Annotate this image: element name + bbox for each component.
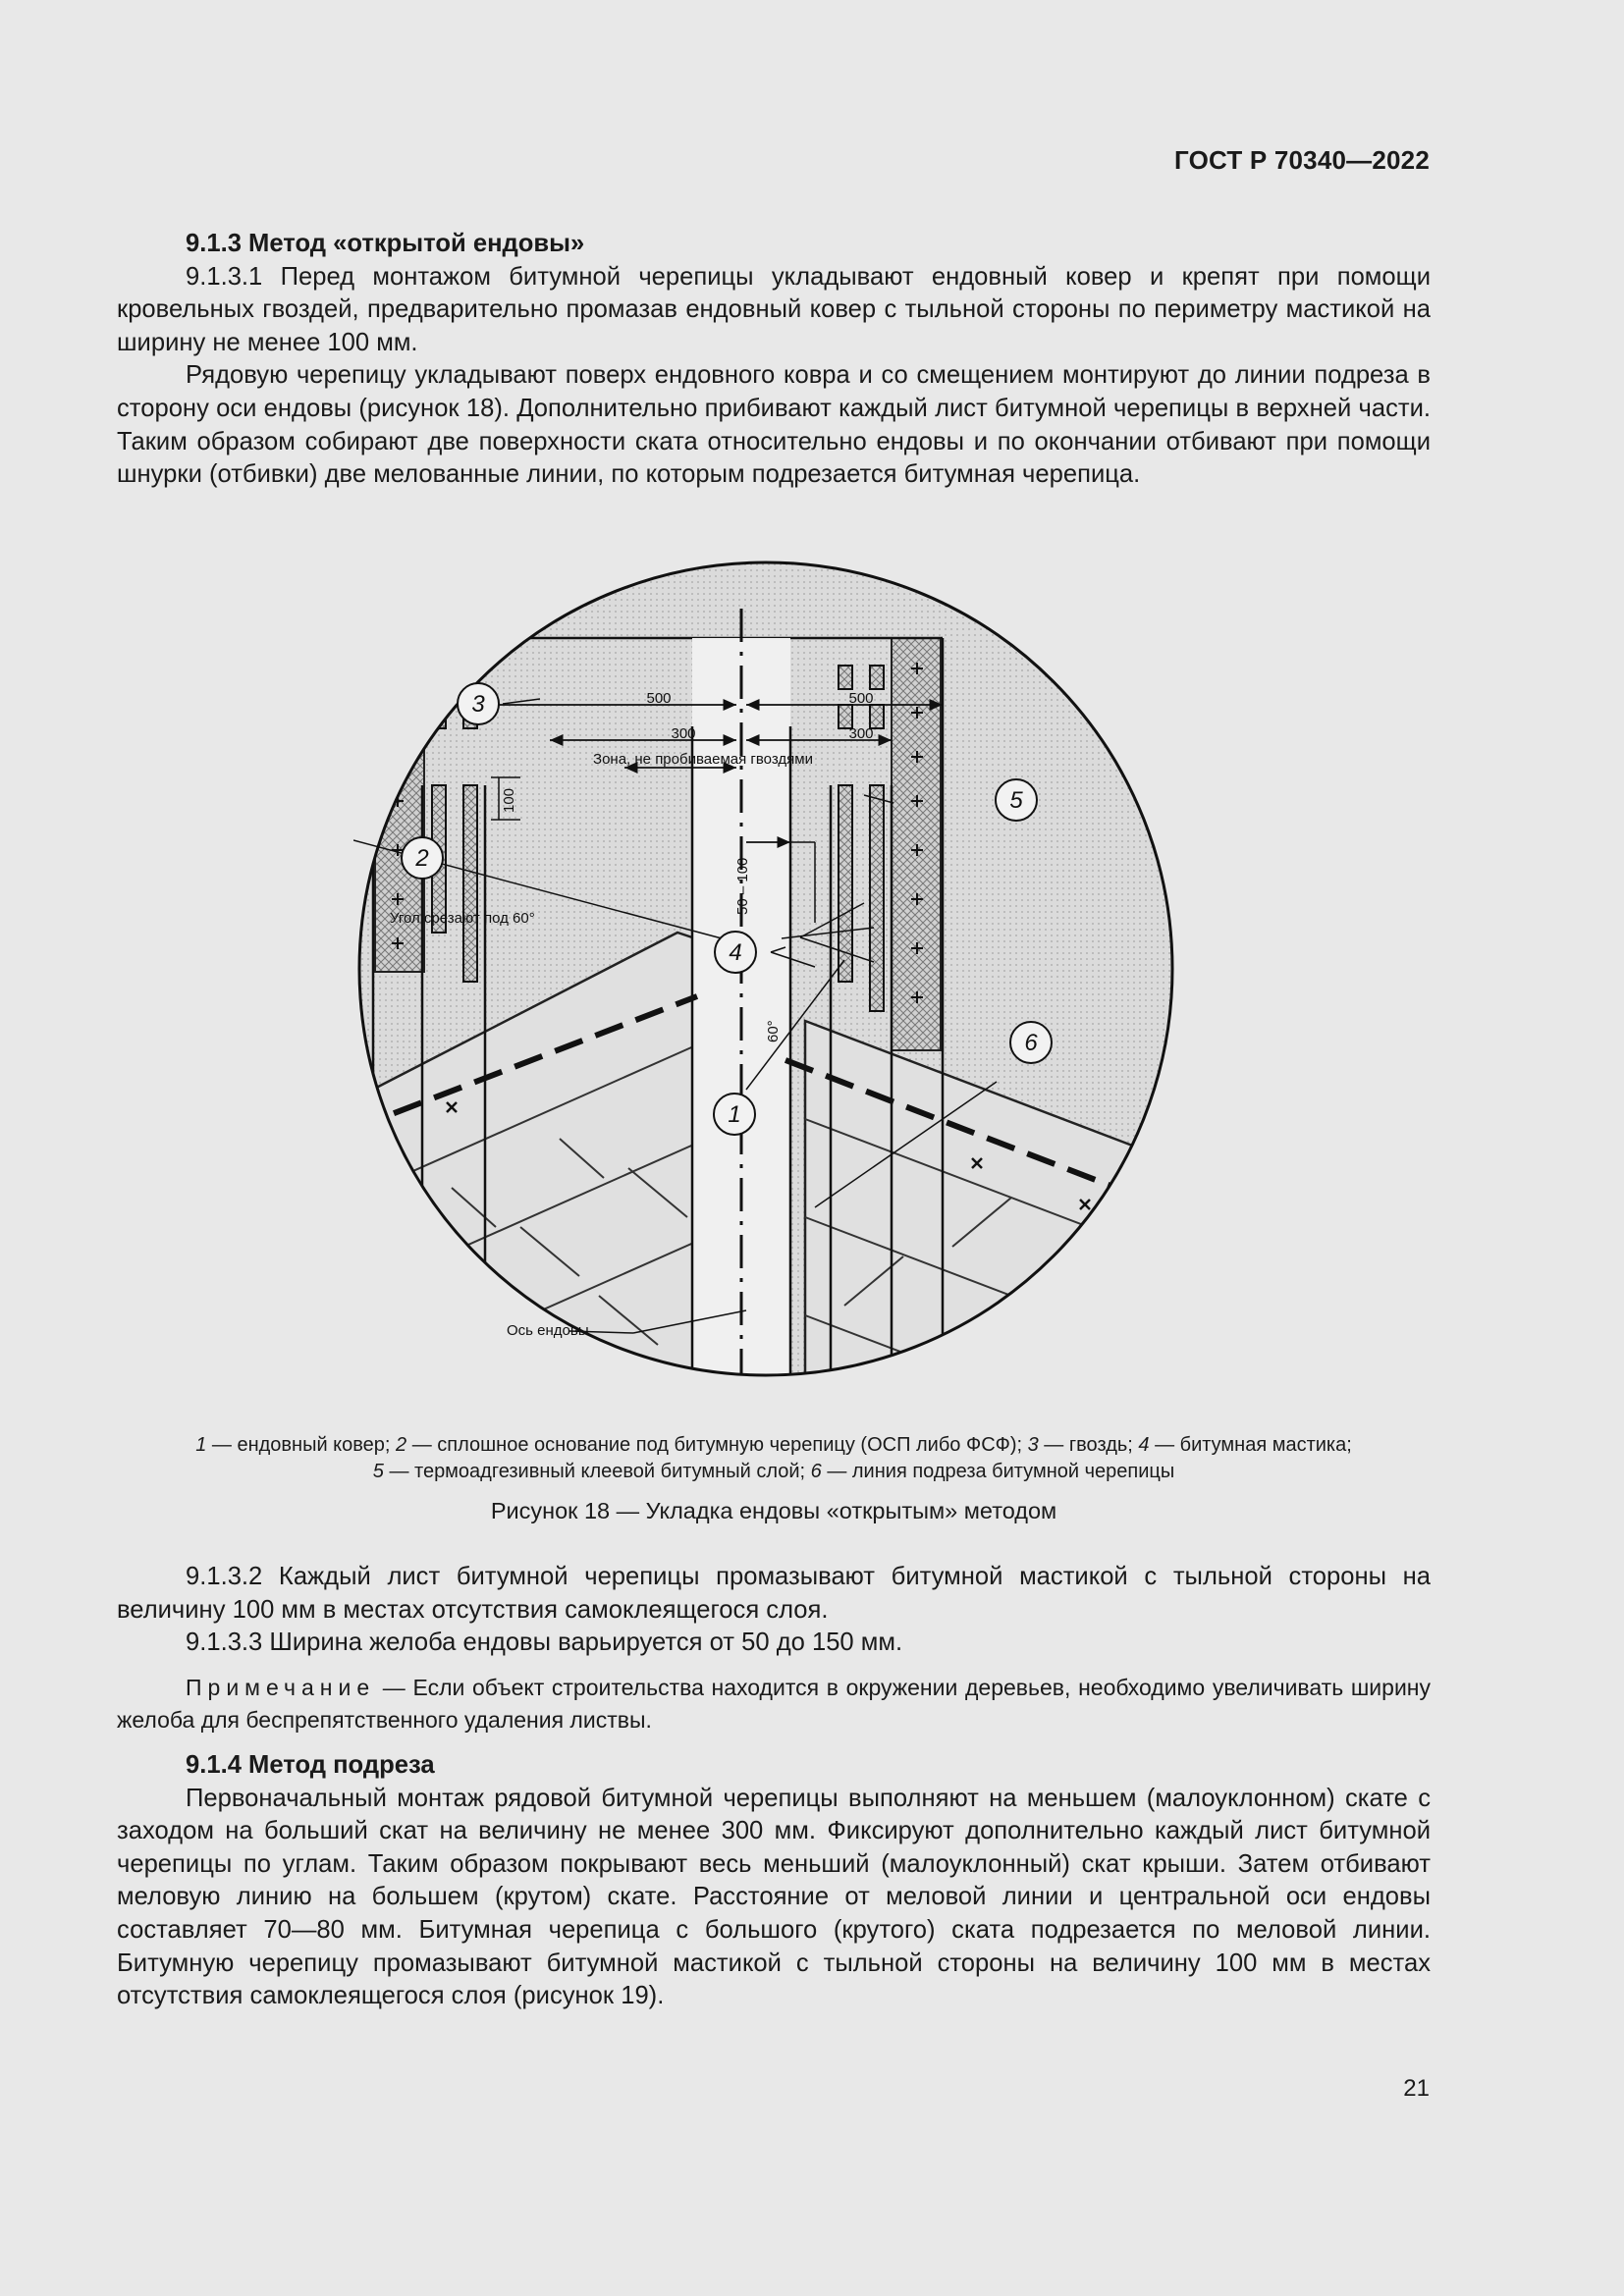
legend-text: — сплошное основание под битумную черепицу (ОСП либо ФСФ); bbox=[406, 1434, 1028, 1456]
legend-text: — гвоздь; bbox=[1038, 1434, 1139, 1456]
figure-18 bbox=[353, 550, 1218, 1414]
section-9-1-4 bbox=[117, 1749, 1431, 2013]
valley-diagram bbox=[353, 550, 1218, 1414]
dim-500-right: 500 bbox=[848, 690, 874, 707]
section-heading: 9.1.3 Метод «открытой ендовы» bbox=[186, 230, 585, 257]
legend-text: — линия подреза битумной черепицы bbox=[821, 1461, 1175, 1482]
dim-100: 100 bbox=[501, 787, 517, 813]
angle-60-label: 60° bbox=[765, 1020, 782, 1042]
note-label: Примечание bbox=[186, 1674, 376, 1700]
section-heading: 9.1.4 Метод подреза bbox=[186, 1751, 435, 1779]
legend-number: 1 bbox=[195, 1434, 207, 1456]
dim-300-right: 300 bbox=[848, 725, 874, 742]
callout-label: 3 bbox=[471, 691, 485, 718]
legend-number: 3 bbox=[1027, 1434, 1039, 1456]
zone-label: Зона, не пробиваемая гвоздями bbox=[593, 751, 813, 768]
figure-legend bbox=[117, 1432, 1431, 1485]
angle-label: Угол срезают под 60° bbox=[390, 910, 535, 927]
dim-500-left: 500 bbox=[646, 690, 672, 707]
dim-300-left: 300 bbox=[671, 725, 696, 742]
legend-number: 5 bbox=[372, 1461, 384, 1482]
legend-number: 2 bbox=[396, 1434, 407, 1456]
section-9-1-3 bbox=[117, 228, 1431, 492]
legend-number: 4 bbox=[1138, 1434, 1150, 1456]
callout-label: 4 bbox=[729, 939, 742, 966]
document-id: ГОСТ Р 70340—2022 bbox=[1174, 145, 1430, 175]
legend-text: — битумная мастика; bbox=[1149, 1434, 1352, 1456]
figure-caption: Рисунок 18 — Укладка ендовы «открытым» методом bbox=[490, 1498, 1057, 1523]
legend-text: — ендовный ковер; bbox=[206, 1434, 397, 1456]
note-text: — Если объект строительства находится в окружении деревьев, необходимо увеличивать ширину желоба для беспрепятственного удаления листвы. bbox=[117, 1674, 1431, 1733]
note bbox=[117, 1672, 1431, 1736]
paragraph: Первоначальный монтаж рядовой битумной черепицы выполняют на меньшем (малоуклонном) скате с заходом на больший скат на величину не менее 300 мм. Фиксируют дополнительно каждый лист битумной черепицы по углам. Таким образом покрывают весь меньший (малоуклонный) скат крыши. Затем отбивают меловую линию на большем (крутом) скате. Расстояние от меловой линии и центральной оси ендовы составляет 70—80 мм. Битумная черепица с большого (крутого) ската подрезается по меловой линии. Битумную черепицу промазывают битумной мастикой с тыльной стороны на величину 100 мм в местах отсутствия самоклеящегося слоя (рисунок 19). bbox=[117, 1784, 1431, 2010]
callout-label: 6 bbox=[1024, 1030, 1038, 1056]
legend-text: — термоадгезивный клеевой битумный слой; bbox=[383, 1461, 811, 1482]
axis-label: Ось ендовы bbox=[507, 1322, 589, 1339]
dim-50-100: 50 – 100 bbox=[734, 857, 751, 915]
callout-label: 2 bbox=[415, 845, 429, 872]
legend-number: 6 bbox=[810, 1461, 822, 1482]
callout-label: 1 bbox=[728, 1101, 741, 1128]
section-9-1-3-continued bbox=[117, 1561, 1431, 1736]
paragraph: 9.1.3.1 Перед монтажом битумной черепицы укладывают ендовный ковер и крепят при помощи кровельных гвоздей, предварительно промазав ендовный ковер с тыльной стороны по периметру мастикой на ширину не менее 100 мм. bbox=[117, 262, 1431, 356]
paragraph: 9.1.3.3 Ширина желоба ендовы варьируется от 50 до 150 мм. bbox=[186, 1629, 903, 1657]
page-number: 21 bbox=[1403, 2075, 1430, 2102]
paragraph: 9.1.3.2 Каждый лист битумной черепицы промазывают битумной мастикой с тыльной стороны на величину 100 мм в местах отсутствия самоклеящегося слоя. bbox=[117, 1563, 1431, 1624]
callout-label: 5 bbox=[1009, 787, 1023, 814]
paragraph: Рядовую черепицу укладывают поверх ендовного ковра и со смещением монтируют до линии подреза в сторону оси ендовы (рисунок 18). Дополнительно прибивают каждый лист битумной черепицы в верхней части. Таким образом собирают две поверхности ската относительно ендовы и по окончании отбивают при помощи шнурки (отбивки) две мелованные линии, по которым подрезается битумная черепица. bbox=[117, 361, 1431, 489]
